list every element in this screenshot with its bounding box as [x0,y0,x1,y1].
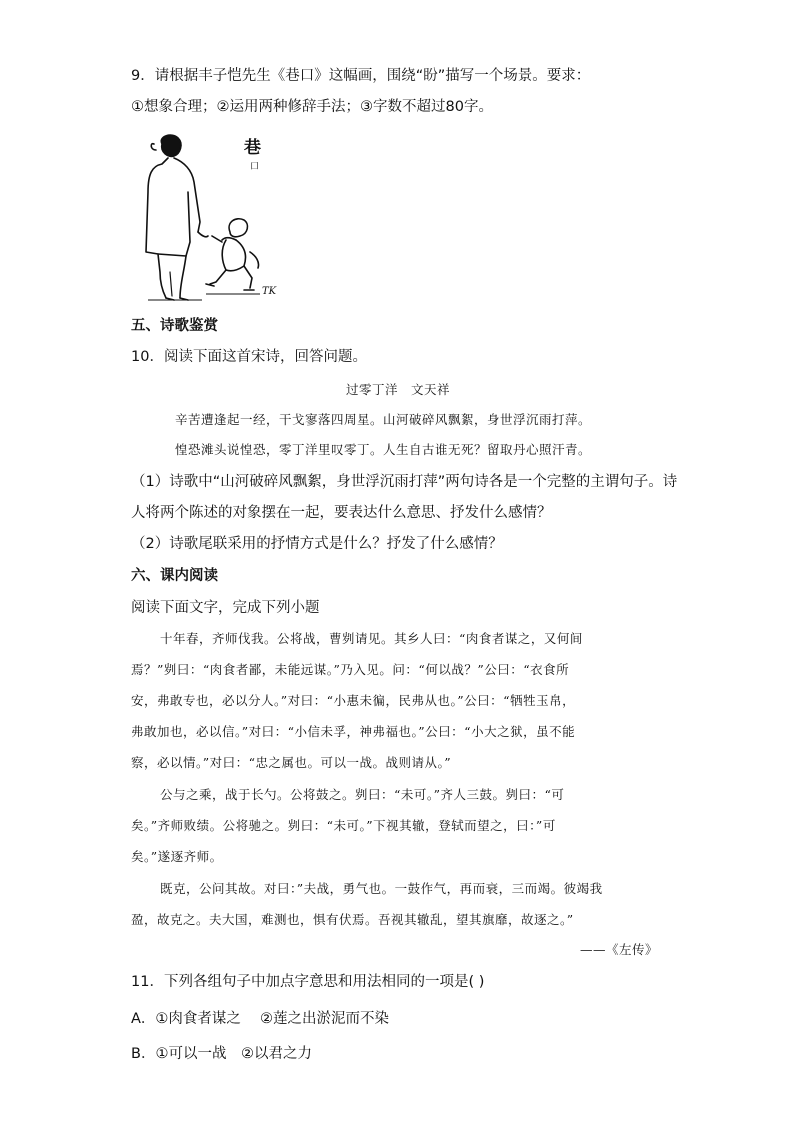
q11-option-b: B．①可以一战 ②以君之力 [131,1046,312,1062]
passage-line: 焉？”刿曰：“肉食者鄙，未能远谋。”乃入见。问：“何以战？”公曰：“衣食所 [131,662,570,677]
q11-option-a: A．①肉食者谋之 ②莲之出淤泥而不染 [131,1011,390,1027]
section-5-heading: 五、诗歌鉴赏 [131,318,218,334]
passage-line: 既克，公问其故。对曰：”夫战，勇气也。一鼓作气，再而衰，三而竭。彼竭我 [160,881,603,896]
painting-title-char-1: 巷 [244,138,261,158]
q10-title: 10．阅读下面这首宋诗，回答问题。 [131,349,367,365]
passage-line: 公与之乘，战于长勺。公将鼓之。刿曰：“未可。”齐人三鼓。刿曰：“可 [160,787,565,802]
q10-sub1-line1: （1）诗歌中“山河破碎风飘絮，身世浮沉雨打萍”两句诗各是一个完整的主谓句子。诗 [131,474,678,490]
passage-line: 察，必以情。”对曰：“忠之属也。可以一战。战则请从。” [131,755,452,770]
passage-line: 盈，故克之。夫大国，难测也，惧有伏焉。吾视其辙乱，望其旗靡，故逐之。” [131,912,574,927]
painting-signature: TK [262,286,277,297]
q10-sub2: （2）诗歌尾联采用的抒情方式是什么？抒发了什么感情？ [131,536,503,552]
q10-sub1-line2: 人将两个陈述的对象摆在一起，要表达什么意思、抒发什么感情？ [131,505,552,521]
q9-requirements: ①想象合理；②运用两种修辞手法；③字数不超过80字。 [131,99,493,115]
passage-line: 十年春，齐师伐我。公将战，曹刿请见。其乡人曰：“肉食者谋之，又何间 [160,631,583,646]
passage-line: 弗敢加也，必以信。”对曰：“小信未孚，神弗福也。”公曰：“小大之狱，虽不能 [131,724,576,739]
passage-source: ——《左传》 [580,942,659,957]
passage-line: 矣。”齐师败绩。公将驰之。刿曰：“未可。”下视其辙，登轼而望之，曰：”可 [131,818,556,833]
q9-title: 9．请根据丰子恺先生《巷口》这幅画，围绕“盼”描写一个场景。要求： [131,68,591,84]
poem-title: 过零丁洋 文天祥 [346,382,451,397]
poem-line-2: 惶恐滩头说惶恐，零丁洋里叹零丁。人生自古谁无死？留取丹心照汗青。 [175,442,592,457]
reading-intro: 阅读下面文字，完成下列小题 [131,600,320,616]
painting-title-char-2: 口 [250,162,260,172]
section-6-heading: 六、课内阅读 [131,568,218,584]
passage-line: 安，弗敢专也，必以分人。”对曰：“小惠未徧，民弗从也。”公曰：“牺牲玉帛， [131,693,576,708]
passage-line: 矣。”遂逐齐师。 [131,849,223,864]
poem-line-1: 辛苦遭逢起一经，干戈寥落四周星。山河破碎风飘絮，身世浮沉雨打萍。 [175,412,592,427]
q11-title: 11．下列各组句子中加点字意思和用法相同的一项是( ) [131,974,485,990]
painting-xiangkou-illustration [140,132,290,302]
